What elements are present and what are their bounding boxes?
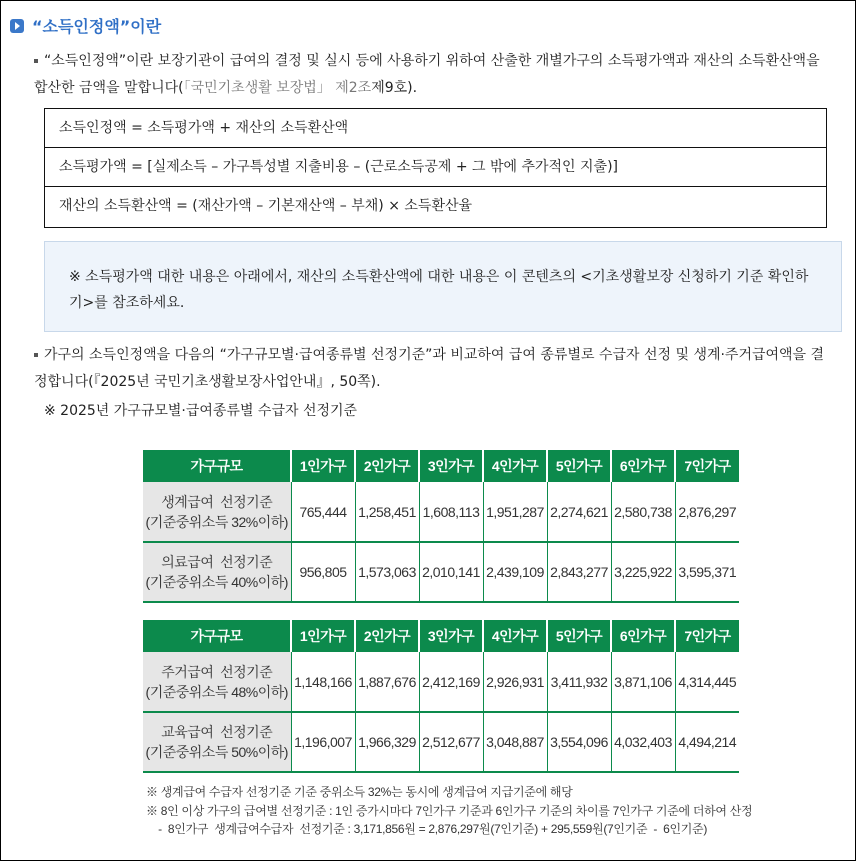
table-row — [143, 652, 739, 712]
table-cell: 2,512,677 — [419, 712, 483, 772]
header-row — [143, 450, 739, 482]
table-cell: 2,412,169 — [419, 652, 483, 712]
formula-row: 소득인정액 = 소득평가액 + 재산의 소득환산액 — [45, 109, 826, 148]
note-box — [44, 241, 842, 332]
note-text: ※ 소득평가액 대한 내용은 아래에서, 재산의 소득환산액에 대한 내용은 이 콘텐츠의 <기초생활보장 신청하기 기준 확인하기>를 참조하세요. — [69, 269, 809, 311]
column-header: 4인가구 — [483, 620, 547, 652]
row-label-title: 주거급여 선정기준 — [161, 663, 273, 680]
column-header: 3인가구 — [419, 450, 483, 482]
para1-tail: 제9호). — [371, 80, 418, 96]
section-heading — [10, 14, 161, 37]
table-cell: 3,048,887 — [483, 712, 547, 772]
table-cell: 1,966,329 — [355, 712, 419, 772]
column-header: 2인가구 — [355, 450, 419, 482]
table-cell: 2,274,621 — [547, 482, 611, 542]
table-cell: 3,554,096 — [547, 712, 611, 772]
table-cell: 2,876,297 — [675, 482, 739, 542]
row-label-sub: (기준중위소득 40%이하) — [145, 574, 288, 590]
table-cell: 1,196,007 — [291, 712, 355, 772]
table-cell: 956,805 — [291, 542, 355, 602]
column-header: 가구규모 — [143, 620, 291, 652]
row-label-sub: (기준중위소득 32%이하) — [145, 513, 288, 530]
footnote: ※ 생계급여 수급자 선정기준 기준 중위소득 32%는 동시에 생계급여 지급기준에 해당 — [146, 785, 573, 799]
table-row — [143, 712, 739, 772]
footnote: - 8인가구 생계급여수급자 선정기준 : 3,171,856원 = 2,876,297원(7인기준) + 295,559원(7인기준 - 6인기준) — [146, 822, 708, 836]
row-label — [143, 542, 291, 602]
table-cell: 3,225,922 — [611, 542, 675, 602]
formula-row: 재산의 소득환산액 = (재산가액 – 기본재산액 – 부채) × 소득환산율 — [59, 198, 473, 214]
row-label-title: 의료급여 선정기준 — [161, 554, 273, 570]
table-cell: 2,580,738 — [611, 482, 675, 542]
table-cell: 4,494,214 — [675, 712, 739, 772]
column-header: 7인가구 — [675, 620, 739, 652]
row-label-title: 생계급여 선정기준 — [161, 493, 273, 510]
table-cell: 4,032,403 — [611, 712, 675, 772]
law-link[interactable]: 「국민기초생활 보장법」 제2조 — [183, 80, 372, 96]
table-title: ※ 2025년 가구규모별·급여종류별 수급자 선정기준 — [44, 403, 358, 419]
criteria-table-1 — [143, 450, 739, 603]
para2-text: 가구의 소득인정액을 다음의 “가구규모별·급여종류별 선정기준”과 비교하여 급여 종류별로 수급자 선정 및 생계·주거급여액을 결정합니다(『2025년 국민기초생활보장사업안내』, 50쪽). — [34, 347, 825, 390]
table-cell: 1,148,166 — [291, 652, 355, 712]
column-header: 3인가구 — [419, 620, 483, 652]
heading-text: “소득인정액”이란 — [32, 17, 162, 36]
formula-box — [44, 108, 827, 228]
table-cell: 2,010,141 — [419, 542, 483, 602]
criteria-table-2 — [143, 620, 739, 773]
column-header: 6인가구 — [611, 450, 675, 482]
table-cell: 3,871,106 — [611, 652, 675, 712]
table-cell: 765,444 — [291, 482, 355, 542]
column-header: 5인가구 — [547, 450, 611, 482]
column-header: 가구규모 — [143, 450, 291, 482]
para1-text: “소득인정액”이란 보장기관이 급여의 결정 및 실시 등에 사용하기 위하여 산출한 개별가구의 소득평가액과 재산의 소득환산액을 합산한 금액을 말합니다( — [34, 53, 820, 96]
header-row — [143, 620, 739, 652]
table-cell: 1,608,113 — [419, 482, 483, 542]
column-header: 2인가구 — [355, 620, 419, 652]
table-cell: 2,439,109 — [483, 542, 547, 602]
table-cell: 1,573,063 — [355, 542, 419, 602]
table-cell: 1,951,287 — [483, 482, 547, 542]
formula-row: 소득평가액 = [실제소득 – 가구특성별 지출비용 – (근로소득공제 + 그 밖에 추가적인 지출)] — [45, 148, 826, 187]
table-row — [143, 542, 739, 602]
column-header: 1인가구 — [291, 450, 355, 482]
row-label — [143, 482, 291, 542]
table-cell: 4,314,445 — [675, 652, 739, 712]
table-cell: 2,843,277 — [547, 542, 611, 602]
row-label-sub: (기준중위소득 48%이하) — [145, 683, 288, 700]
row-label — [143, 712, 291, 772]
column-header: 7인가구 — [675, 450, 739, 482]
row-label — [143, 652, 291, 712]
table-cell: 3,411,932 — [547, 652, 611, 712]
row-label-sub: (기준중위소득 50%이하) — [145, 744, 288, 760]
column-header: 6인가구 — [611, 620, 675, 652]
arrow-icon — [10, 19, 24, 33]
row-label-title: 교육급여 선정기준 — [161, 724, 273, 740]
table-cell: 2,926,931 — [483, 652, 547, 712]
column-header: 4인가구 — [483, 450, 547, 482]
bullet-icon — [34, 59, 38, 63]
definition-paragraph — [34, 48, 834, 102]
column-header: 1인가구 — [291, 620, 355, 652]
table-row — [143, 482, 739, 542]
footnote: ※ 8인 이상 가구의 급여별 선정기준 : 1인 증가시마다 7인가구 기준과 6인가구 기준의 차이를 7인가구 기준에 더하여 산정 — [146, 804, 753, 818]
bullet-icon — [34, 353, 38, 357]
column-header: 5인가구 — [547, 620, 611, 652]
table-cell: 3,595,371 — [675, 542, 739, 602]
table-cell: 1,887,676 — [355, 652, 419, 712]
table-cell: 1,258,451 — [355, 482, 419, 542]
comparison-paragraph — [34, 342, 834, 396]
